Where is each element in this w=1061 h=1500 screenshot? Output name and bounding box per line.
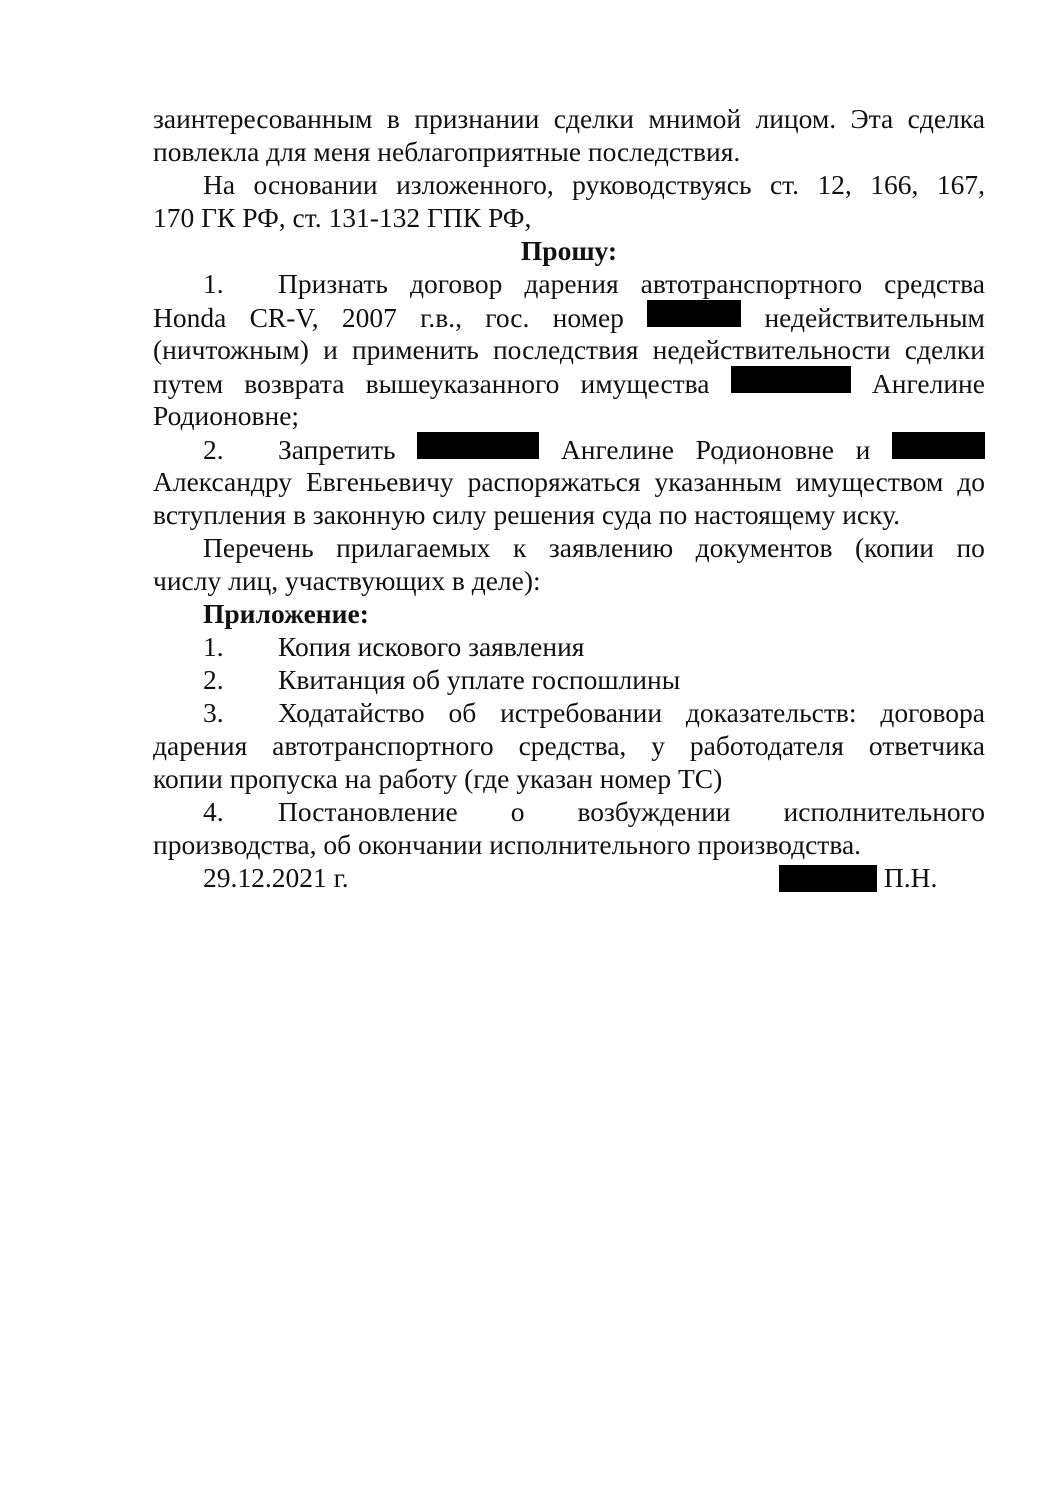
redaction-box xyxy=(892,432,985,459)
basis-line-2: 170 ГК РФ, ст. 131-132 ГПК РФ, xyxy=(153,202,532,233)
request-item-1-line-1: 1. Признать договор дарения автотранспортного средства xyxy=(203,268,985,299)
attachment-4-number: 4. xyxy=(203,796,224,827)
attachment-1: 1. Копия искового заявления xyxy=(203,631,585,662)
signature xyxy=(779,861,937,894)
date-signature-line xyxy=(153,861,985,894)
attachment-3-line-2: дарения автотранспортного средства, у работодателя ответчика xyxy=(153,730,985,761)
attachment-4-line-2: производства, об окончании исполнительного производства. xyxy=(153,829,862,860)
attachment-2: 2. Квитанция об уплате госпошлины xyxy=(203,664,681,695)
attachment-3-line-3: копии пропуска на работу (где указан номер ТС) xyxy=(153,763,723,794)
attachment-4-line-1: 4. Постановление о возбуждении исполнительного xyxy=(203,796,985,827)
attachment-1-number: 1. xyxy=(203,631,224,662)
signature-initials: П.Н. xyxy=(883,862,938,893)
redaction-box xyxy=(647,300,741,327)
request-item-2-line-3: вступления в законную силу решения суда по настоящему иску. xyxy=(153,499,900,530)
redaction-box xyxy=(417,432,539,459)
intro-line-2: повлекла для меня неблагоприятные последствия. xyxy=(153,136,741,167)
basis-line-1: На основании изложенного, руководствуясь ст. 12, 166, 167, xyxy=(203,169,985,200)
request-item-1-line-5: Родионовне; xyxy=(153,400,300,431)
redaction-box xyxy=(731,366,851,393)
attachments-intro-line-2: числу лиц, участвующих в деле): xyxy=(153,565,541,596)
document-date: 29.12.2021 г. xyxy=(203,862,349,893)
attachment-3-line-1: 3. Ходатайство об истребовании доказательств: договора xyxy=(203,697,985,728)
request-heading: Прошу: xyxy=(520,235,618,266)
request-item-2-number: 2. xyxy=(203,434,224,465)
request-item-1-line-4: путем возврата вышеуказанного имущества Ангелине xyxy=(153,368,985,399)
redaction-box xyxy=(779,865,877,892)
attachment-2-number: 2. xyxy=(203,664,224,695)
request-item-1-line-2: Honda CR-V, 2007 г.в., гос. номер недействительным xyxy=(153,302,985,333)
attachments-intro-line-1: Перечень прилагаемых к заявлению документов (копии по xyxy=(203,532,985,563)
attachments-heading: Приложение: xyxy=(203,598,369,629)
request-item-2-line-2: Александру Евгеньевичу распоряжаться указанным имуществом до xyxy=(153,466,985,497)
intro-line-1: заинтересованным в признании сделки мнимой лицом. Эта сделка xyxy=(153,103,985,134)
request-item-2-line-1: 2. Запретить Ангелине Родионовне и xyxy=(153,432,985,465)
attachment-3-number: 3. xyxy=(203,697,224,728)
request-item-1-line-3: (ничтожным) и применить последствия недействительности сделки xyxy=(153,334,985,365)
request-item-1-number: 1. xyxy=(203,268,224,299)
